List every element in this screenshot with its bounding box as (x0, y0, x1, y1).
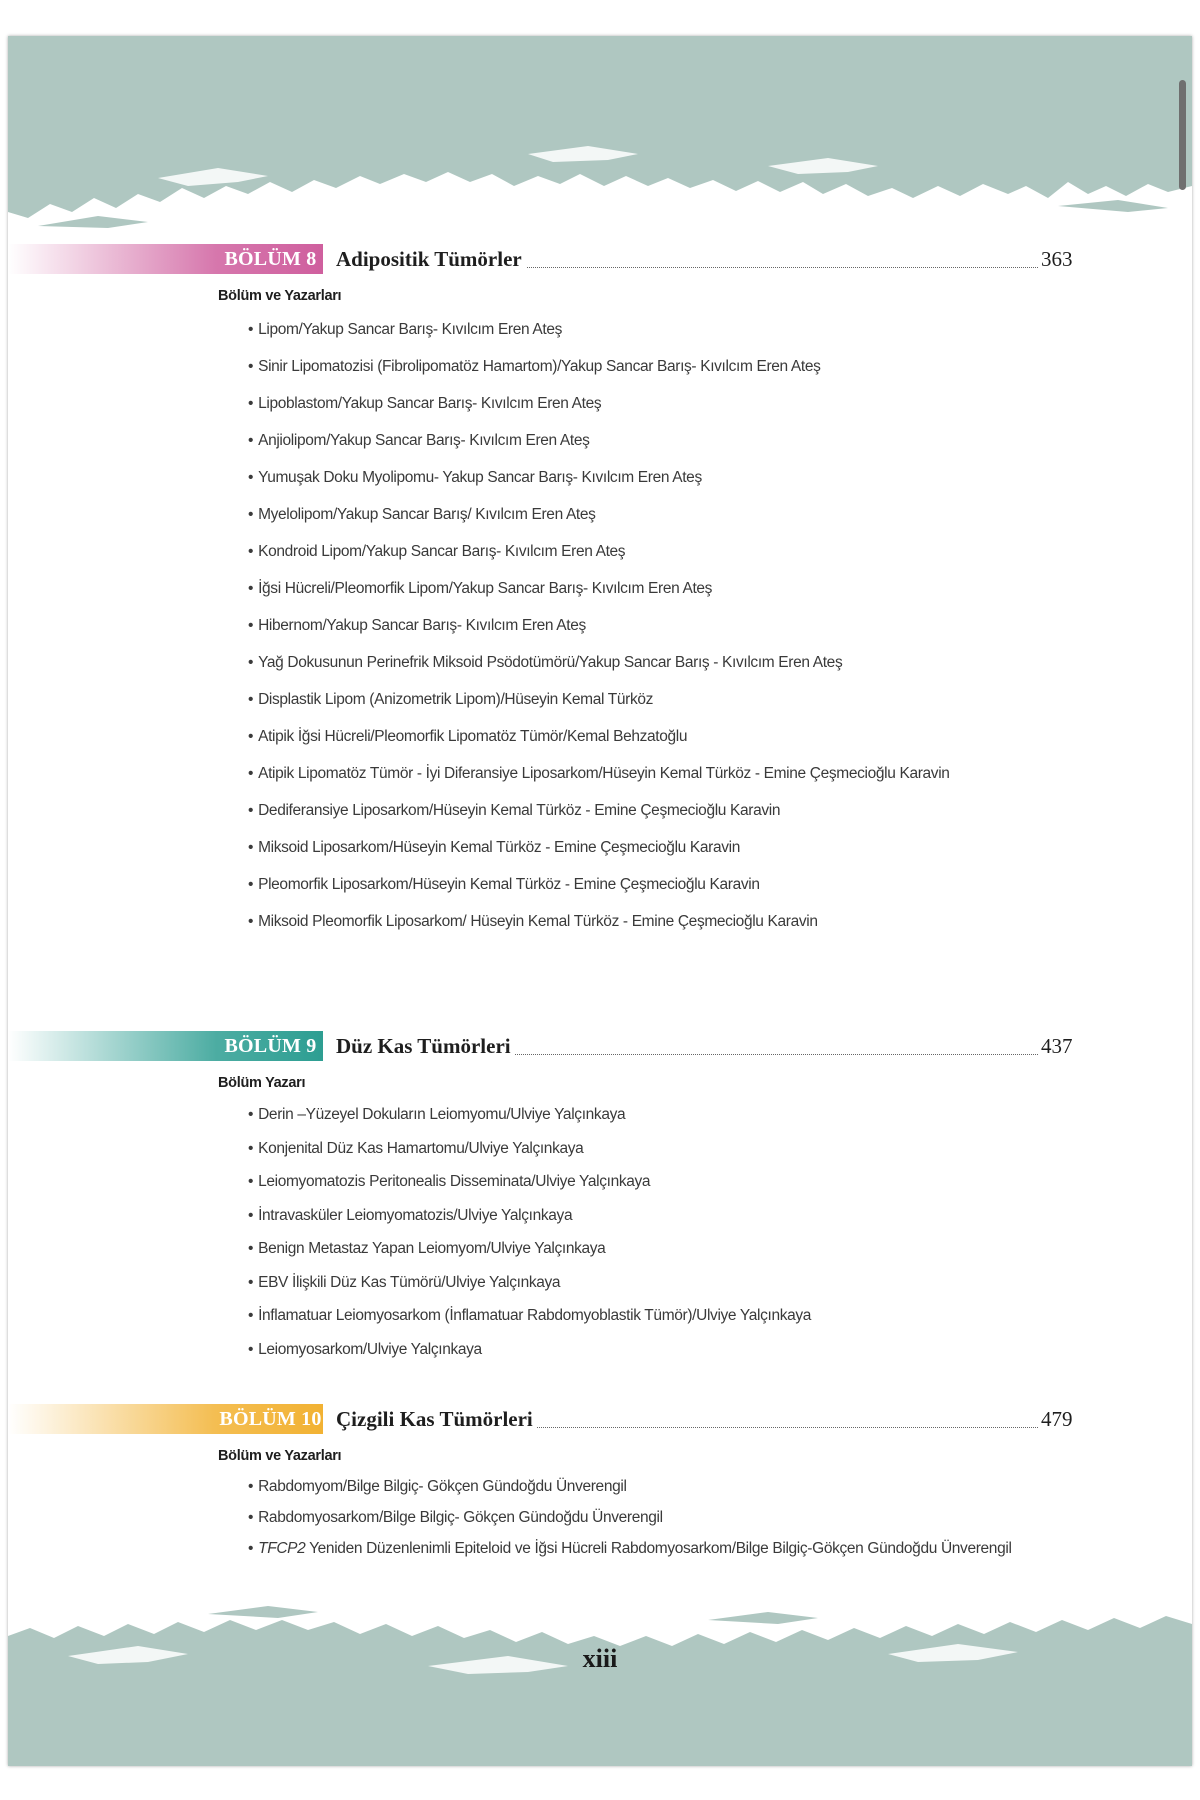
scrollbar-thumb[interactable] (1179, 80, 1186, 190)
bullet-icon: • (248, 432, 254, 449)
list-item[interactable]: • Dediferansiye Liposarkom/Hüseyin Kemal Türköz - Emine Çeşmecioğlu Karavin (248, 802, 781, 819)
bullet-icon: • (248, 506, 254, 523)
bullet-icon: • (248, 1509, 254, 1526)
bullet-icon: • (248, 469, 254, 486)
chapter-8-heading[interactable] (8, 239, 1192, 279)
chapter-10-heading[interactable] (8, 1399, 1192, 1439)
gene-name: TFCP2 (258, 1540, 306, 1557)
bullet-icon: • (248, 358, 254, 375)
list-item[interactable]: • İnflamatuar Leiomyosarkom (İnflamatuar Rabdomyoblastik Tümör)/Ulviye Yalçınkaya (248, 1307, 812, 1324)
bullet-icon: • (248, 1540, 254, 1557)
list-item[interactable]: • Pleomorfik Liposarkom/Hüseyin Kemal Türköz - Emine Çeşmecioğlu Karavin (248, 876, 760, 893)
list-item[interactable]: • Kondroid Lipom/Yakup Sancar Barış- Kıvılcım Eren Ateş (248, 543, 626, 560)
bullet-icon: • (248, 691, 254, 708)
list-item[interactable]: • Leiomyomatozis Peritonealis Disseminata/Ulviye Yalçınkaya (248, 1173, 651, 1190)
bullet-icon: • (248, 543, 254, 560)
bullet-icon: • (248, 1307, 254, 1324)
chapter-9-heading[interactable] (8, 1026, 1192, 1066)
chapter-8-items (8, 311, 1192, 940)
chapter-8-section (8, 239, 1192, 940)
list-item[interactable]: • Sinir Lipomatozisi (Fibrolipomatöz Hamartom)/Yakup Sancar Barış- Kıvılcım Eren Ateş (248, 358, 821, 375)
bullet-icon: • (248, 1340, 254, 1358)
list-item[interactable]: • Lipom/Yakup Sancar Barış- Kıvılcım Eren Ateş (248, 321, 562, 338)
chapter-9-tag: BÖLÜM 9 (224, 1035, 317, 1057)
chapter-8-authors-label: Bölüm ve Yazarları (218, 288, 342, 304)
chapter-9-authors-label: Bölüm Yazarı (218, 1075, 306, 1091)
bullet-icon: • (248, 876, 254, 893)
list-item[interactable]: • Miksoid Liposarkom/Hüseyin Kemal Türköz - Emine Çeşmecioğlu Karavin (248, 839, 741, 856)
list-item[interactable]: • Leiomyosarkom/Ulviye Yalçınkaya (248, 1340, 482, 1358)
list-item[interactable]: • Derin –Yüzeyel Dokuların Leiomyomu/Ulviye Yalçınkaya (248, 1106, 626, 1123)
list-item[interactable]: • Atipik İğsi Hücreli/Pleomorfik Lipomatöz Tümör/Kemal Behzatoğlu (248, 728, 688, 745)
bullet-icon: • (248, 654, 254, 671)
document-page (8, 36, 1192, 1766)
bullet-icon: • (248, 580, 254, 597)
list-item[interactable]: • Rabdomyom/Bilge Bilgiç- Gökçen Gündoğdu Ünverengil (248, 1478, 627, 1495)
list-item[interactable]: • Rabdomyosarkom/Bilge Bilgiç- Gökçen Gündoğdu Ünverengil (248, 1509, 663, 1526)
bullet-icon: • (248, 802, 254, 819)
bullet-icon: • (248, 1478, 254, 1495)
bullet-icon: • (248, 1206, 254, 1224)
bullet-icon: • (248, 395, 254, 412)
chapter-8-page-number: 363 (1038, 247, 1073, 272)
bullet-icon: • (248, 765, 254, 782)
list-item[interactable]: • Yumuşak Doku Myolipomu- Yakup Sancar Barış- Kıvılcım Eren Ateş (248, 469, 702, 486)
chapter-10-items (8, 1471, 1192, 1564)
chapter-10-tag: BÖLÜM 10 (219, 1408, 322, 1430)
chapter-9-title: Düz Kas Tümörleri (336, 1034, 515, 1059)
chapter-8-title: Adipositik Tümörler (336, 247, 526, 272)
chapter-10-page-number: 479 (1038, 1407, 1073, 1432)
bullet-icon: • (248, 1240, 254, 1257)
page-number: xiii (582, 1644, 618, 1673)
chapter-10-section (8, 1399, 1192, 1564)
chapter-9-section (8, 1026, 1192, 1366)
bullet-icon: • (248, 1139, 254, 1157)
list-item[interactable]: • Hibernom/Yakup Sancar Barış- Kıvılcım Eren Ateş (248, 617, 586, 634)
list-item[interactable]: • Miksoid Pleomorfik Liposarkom/ Hüseyin Kemal Türköz - Emine Çeşmecioğlu Karavin (248, 913, 818, 930)
chapter-8-tag: BÖLÜM 8 (224, 248, 317, 270)
top-brush-band (8, 36, 1192, 236)
bullet-icon: • (248, 839, 254, 856)
list-item[interactable]: • Yağ Dokusunun Perinefrik Miksoid Psödotümörü/Yakup Sancar Barış - Kıvılcım Eren Ateş (248, 654, 843, 671)
list-item[interactable]: • Displastik Lipom (Anizometrik Lipom)/Hüseyin Kemal Türköz (248, 691, 654, 708)
bullet-icon: • (248, 1106, 254, 1123)
bullet-icon: • (248, 617, 254, 634)
bullet-icon: • (248, 1273, 254, 1291)
chapter-10-title: Çizgili Kas Tümörleri (336, 1407, 537, 1432)
list-item[interactable]: • Anjiolipom/Yakup Sancar Barış- Kıvılcım Eren Ateş (248, 432, 590, 449)
list-item[interactable]: • Benign Metastaz Yapan Leiomyom/Ulviye Yalçınkaya (248, 1240, 606, 1257)
bottom-brush-band (8, 1596, 1192, 1766)
list-item[interactable]: • Konjenital Düz Kas Hamartomu/Ulviye Yalçınkaya (248, 1139, 584, 1157)
list-item[interactable]: • Atipik Lipomatöz Tümör - İyi Diferansiye Liposarkom/Hüseyin Kemal Türköz - Emine Çeşmecioğlu Karavin (248, 765, 950, 782)
list-item[interactable]: • İğsi Hücreli/Pleomorfik Lipom/Yakup Sancar Barış- Kıvılcım Eren Ateş (248, 580, 713, 597)
chapter-10-authors-label: Bölüm ve Yazarları (218, 1448, 342, 1464)
bullet-icon: • (248, 913, 254, 930)
list-item[interactable]: • Lipoblastom/Yakup Sancar Barış- Kıvılcım Eren Ateş (248, 395, 602, 412)
list-item[interactable]: • İntravasküler Leiomyomatozis/Ulviye Yalçınkaya (248, 1206, 573, 1224)
list-item[interactable]: • Myelolipom/Yakup Sancar Barış/ Kıvılcım Eren Ateş (248, 506, 596, 523)
bullet-icon: • (248, 1173, 254, 1190)
chapter-9-page-number: 437 (1038, 1034, 1073, 1059)
bullet-icon: • (248, 321, 254, 338)
list-item[interactable]: • TFCP2 Yeniden Düzenlenimli Epiteloid ve İğsi Hücreli Rabdomyosarkom/Bilge Bilgiç-Gökçen Gündoğdu Ünverengil (248, 1540, 1012, 1557)
list-item[interactable]: • EBV İlişkili Düz Kas Tümörü/Ulviye Yalçınkaya (248, 1273, 561, 1291)
chapter-9-items (8, 1098, 1192, 1366)
bullet-icon: • (248, 728, 254, 745)
